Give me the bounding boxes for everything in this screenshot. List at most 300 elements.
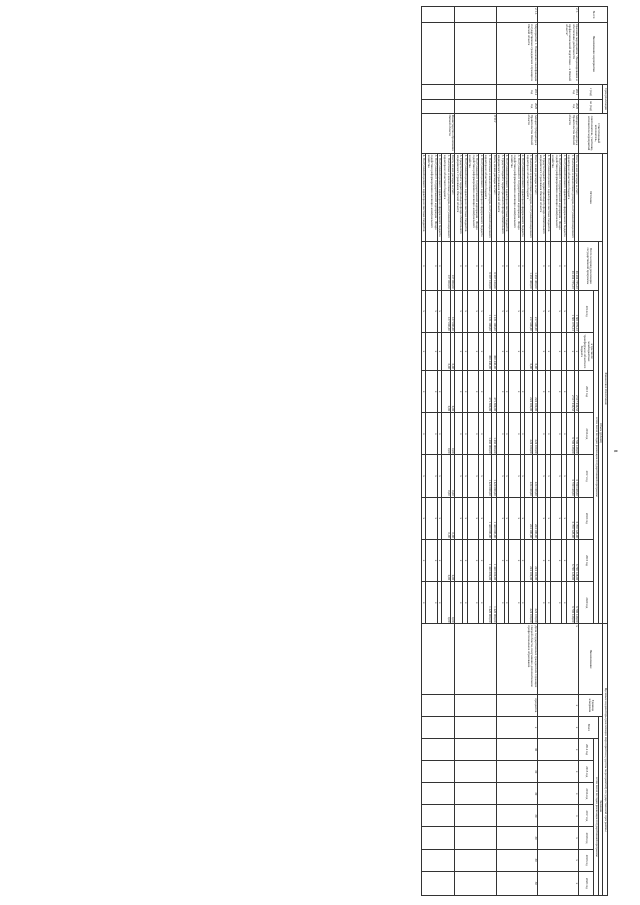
value-y2019: 1 420 000,00 (491, 539, 496, 581)
value-y2020: x (520, 582, 525, 624)
value-y2019: 6 700 128,00 (574, 539, 579, 581)
row-number (421, 7, 454, 23)
value-y2016: x (546, 413, 551, 455)
value-y2019: x (550, 539, 562, 581)
value-y2018: x (426, 497, 438, 539)
value-y2020: 6 700 128,00 (566, 582, 574, 624)
header-ind-2016: 2016 год (579, 783, 594, 805)
value-total: x (520, 242, 525, 290)
value-y2016: x (562, 413, 567, 455)
measure-name: Оказание мероприятия "Лицензирование и обеспечение деятельности профессиональной подготовки ... в Омской области" (538, 23, 579, 85)
indicator-total: x (538, 716, 579, 738)
value-y2015: x (504, 370, 509, 412)
value-y2020: x (496, 582, 504, 624)
value-y2017: x (467, 455, 479, 497)
executor: Аппарат Губернатора и Правительства Омской области (538, 113, 579, 153)
header-total-period: Всего за период реализации государственной программы (579, 242, 598, 290)
value-y2020: x (509, 582, 521, 624)
value-obl: x (463, 332, 468, 370)
value-total: x (437, 242, 442, 290)
value-y2016: 224 100,00 (525, 413, 533, 455)
value-y2015: x (479, 370, 484, 412)
value-y2018: x (550, 497, 562, 539)
value-y2015: x (550, 370, 562, 412)
executor: Аппарат Губернатора и Правительства Омской области (496, 113, 537, 153)
value-y2019: 0,00 (442, 539, 450, 581)
header-source: Источник (579, 153, 603, 241)
value-y2018: 6 700 128,00 (574, 497, 579, 539)
indicator-year-value (421, 871, 454, 895)
indicator-year-value: 30 (496, 805, 537, 827)
source-label: 1. Налоговых и неналоговых доходов, поступлений нецелевого характера из областного бюджета (442, 153, 450, 241)
value-y2016: 1 465 000,00 (491, 413, 496, 455)
value-y2018: x (520, 497, 525, 539)
value-y2018: x (455, 497, 463, 539)
value-y2020: x (538, 582, 546, 624)
value-y2014: x (455, 290, 463, 332)
value-y2020: 0,00 (450, 582, 455, 624)
value-y2019: x (467, 539, 479, 581)
indicator-year-value (421, 739, 454, 761)
source-label: 3. Поступлений от государственной корпорации - Фонда содействия реформированию жилищно-коммунального хозяйства (467, 153, 479, 241)
value-total: 1 261 400,00 (533, 242, 538, 290)
value-total: 9 587 100,00 (483, 242, 491, 290)
value-y2015: x (509, 370, 521, 412)
source-label: 1. Налоговых и неналоговых доходов, поступлений нецелевого характера из областного бюджета (483, 153, 491, 241)
value-y2017: 224 100,00 (525, 455, 533, 497)
value-y2014: x (496, 290, 504, 332)
value-obl: x (437, 332, 442, 370)
value-y2014: x (479, 290, 484, 332)
value-obl: x (426, 332, 438, 370)
source-label: 4. Поступлений целевого характера из местных бюджетов (546, 153, 551, 241)
value-y2015: x (463, 370, 468, 412)
value-obl: x (538, 332, 546, 370)
value-y2017: x (426, 455, 438, 497)
source-label: 2. Поступлений целевого характера из федерального бюджета (437, 153, 442, 241)
value-y2020: x (467, 582, 479, 624)
source-label: 4. Поступлений целевого характера из местных бюджетов (463, 153, 468, 241)
table-row (533, 7, 538, 896)
source-label: 1. Налоговых и неналоговых доходов, поступлений нецелевого характера из областного бюджета (525, 153, 533, 241)
indicator-year-value: x (538, 783, 579, 805)
value-y2019: x (538, 539, 546, 581)
value-y2018: 1 420 000,00 (491, 497, 496, 539)
value-y2017: x (496, 455, 504, 497)
source-label: Всего, из них расходы за счет: (450, 153, 455, 241)
indicator-unit: x (538, 694, 579, 716)
value-total: 137 000,00 (450, 242, 455, 290)
header-2016: 2016 год (579, 413, 594, 455)
value-y2018: 224 100,00 (533, 497, 538, 539)
table-header (579, 7, 608, 896)
value-y2018: 224 100,00 (525, 497, 533, 539)
header-finance: Финансовое обеспечение (603, 153, 608, 624)
value-y2017: x (538, 455, 546, 497)
value-y2015: 2 517 919,53 (566, 370, 574, 412)
header-unit: Единица измерения (579, 694, 603, 716)
header-ind-2015: 2015 год (579, 761, 594, 783)
value-y2020: x (463, 582, 468, 624)
value-y2015: x (562, 370, 567, 412)
source-label: 3. Поступлений от государственной корпорации - Фонда содействия реформированию жилищно-коммунального хозяйства (426, 153, 438, 241)
value-y2018: x (562, 497, 567, 539)
value-y2020: x (546, 582, 551, 624)
value-y2014: x (562, 290, 567, 332)
value-y2017: x (463, 455, 468, 497)
value-y2019: x (455, 539, 463, 581)
value-total: x (463, 242, 468, 290)
value-y2014: x (504, 290, 509, 332)
value-y2020: 6 700 128,00 (574, 582, 579, 624)
value-y2014: x (421, 290, 426, 332)
header-from: с (год) (579, 85, 603, 99)
value-y2017: x (479, 455, 484, 497)
term-to (421, 99, 454, 113)
value-total: x (550, 242, 562, 290)
indicator-year-value (455, 871, 496, 895)
value-y2019: x (504, 539, 509, 581)
value-y2020: 1 420 000,00 (483, 582, 491, 624)
rotated-table-sheet (28, 6, 618, 896)
value-y2017: 1 420 000,00 (483, 455, 491, 497)
value-y2019: x (562, 539, 567, 581)
value-y2017: x (455, 455, 463, 497)
value-y2015: 471 300,00 (483, 370, 491, 412)
header-value: Значения (598, 716, 602, 895)
value-y2017: x (562, 455, 567, 497)
header-term: Срок реализации (603, 85, 608, 113)
value-y2018: x (504, 497, 509, 539)
value-total: 137 000,00 (442, 242, 450, 290)
indicator-year-value (455, 739, 496, 761)
value-total: 46 294 735,23 (574, 242, 579, 290)
value-total: 9 587 100,00 (491, 242, 496, 290)
value-obl: x (455, 332, 463, 370)
value-y2018: x (437, 497, 442, 539)
value-obl: x (546, 332, 551, 370)
value-y2014: x (546, 290, 551, 332)
header-to: по (год) (579, 99, 603, 113)
value-y2015: x (421, 370, 426, 412)
indicator-year-value (421, 827, 454, 849)
value-y2014: 1 131 100,00 (491, 290, 496, 332)
header-2018: 2018 год (579, 497, 594, 539)
indicator-total (455, 716, 496, 738)
value-total: x (562, 242, 567, 290)
value-y2019: 224 100,00 (525, 539, 533, 581)
indicator-unit (421, 694, 454, 716)
source-label: 5. Средств бюджета территориального фонда обязательного медицинского страхования Омской области (455, 153, 463, 241)
value-y2017: x (504, 455, 509, 497)
value-y2016: 224 100,00 (533, 413, 538, 455)
source-label: Всего, из них расходы за счет: (491, 153, 496, 241)
value-y2016: x (437, 413, 442, 455)
source-label: 5. Средств бюджета территориального фонда обязательного медицинского страхования Омской области (538, 153, 546, 241)
value-y2014: 1 601 076,13 (574, 290, 579, 332)
value-y2020: 0,00 (442, 582, 450, 624)
value-y2019: x (546, 539, 551, 581)
value-y2017: x (509, 455, 521, 497)
program-table (421, 6, 608, 896)
source-label: 1. Налоговых и неналоговых доходов, поступлений нецелевого характера из областного бюджета (566, 153, 574, 241)
value-y2016: 6 700 128,00 (566, 413, 574, 455)
header-ind-2018: 2018 год (579, 827, 594, 849)
header-indicators: Целевые индикаторы реализации мероприятия (группы мероприятий) государственной программы (603, 624, 608, 896)
table-body (421, 7, 579, 896)
indicator-year-value: 30 (496, 761, 537, 783)
value-y2017: x (550, 455, 562, 497)
value-y2014: 137 000,00 (442, 290, 450, 332)
indicator-year-value: x (538, 849, 579, 871)
value-y2018: x (463, 497, 468, 539)
value-total: x (504, 242, 509, 290)
indicator-year-value: 30 (496, 871, 537, 895)
value-y2014: x (437, 290, 442, 332)
value-y2014: 1 131 100,00 (483, 290, 491, 332)
source-label: 4. Поступлений целевого характера из местных бюджетов (421, 153, 426, 241)
indicator-year-value: 30 (496, 739, 537, 761)
source-label: 2. Поступлений целевого характера из федерального бюджета (520, 153, 525, 241)
value-obl: x (504, 332, 509, 370)
value-y2019: 224 100,00 (533, 539, 538, 581)
value-total: 46 294 735,23 (566, 242, 574, 290)
indicator-name (421, 624, 454, 694)
value-y2017: x (437, 455, 442, 497)
value-obl: 0,00 (533, 332, 538, 370)
indicator-year-value (421, 783, 454, 805)
value-obl: x (479, 332, 484, 370)
value-y2015: x (437, 370, 442, 412)
indicator-year-value (455, 849, 496, 871)
indicator-unit: процентов (496, 694, 537, 716)
row-number (455, 7, 496, 23)
indicator-year-value (455, 783, 496, 805)
value-obl: x (496, 332, 504, 370)
value-obl: 300 440,00 (483, 332, 491, 370)
value-y2014: x (520, 290, 525, 332)
indicator-year-value (455, 805, 496, 827)
indicator-name: x (538, 624, 579, 694)
value-obl: 0,00 (525, 332, 533, 370)
indicator-year-value (455, 761, 496, 783)
value-y2020: x (562, 582, 567, 624)
value-y2020: x (426, 582, 438, 624)
value-y2015: 2 517 919,53 (574, 370, 579, 412)
value-obl: 300 440,00 (491, 332, 496, 370)
value-y2016: 6 700 128,00 (574, 413, 579, 455)
value-y2018: x (496, 497, 504, 539)
header-ind-total: Всего (579, 716, 598, 738)
value-y2016: x (538, 413, 546, 455)
value-obl: x (467, 332, 479, 370)
value-y2019: 0,00 (450, 539, 455, 581)
value-y2018: x (479, 497, 484, 539)
indicator-total (421, 716, 454, 738)
value-y2018: x (421, 497, 426, 539)
value-y2019: x (479, 539, 484, 581)
term-to (455, 99, 496, 113)
value-y2014: x (467, 290, 479, 332)
source-label: 3. Поступлений от государственной корпорации - Фонда содействия реформированию жилищно-коммунального хозяйства (550, 153, 562, 241)
value-y2019: x (463, 539, 468, 581)
indicator-year-value: 30 (496, 783, 537, 805)
value-y2017: 6 730 128,00 (574, 455, 579, 497)
value-total: x (426, 242, 438, 290)
value-y2020: x (437, 582, 442, 624)
indicator-year-value: x (538, 761, 579, 783)
measure-name (455, 23, 496, 85)
value-y2017: 6 730 128,00 (566, 455, 574, 497)
header-by-years: в том числе по годам реализации государственной программы (594, 290, 598, 624)
indicator-year-value (455, 827, 496, 849)
indicator-name: Доля государственных гражданских служащих Омской области, получивших дополнительное профессиональное образование (496, 624, 537, 694)
value-y2016: 1 465 000,00 (483, 413, 491, 455)
value-obl: x (509, 332, 521, 370)
indicator-year-value (421, 805, 454, 827)
header-ind-2020: 2020 год (579, 871, 594, 895)
term-from (421, 85, 454, 99)
value-y2016: 0,00 (450, 413, 455, 455)
value-y2014: x (550, 290, 562, 332)
value-y2015: x (538, 370, 546, 412)
value-y2018: 0,00 (442, 497, 450, 539)
source-label: 3. Поступлений от государственной корпорации - Фонда содействия реформированию жилищно-коммунального хозяйства (509, 153, 521, 241)
value-y2018: x (546, 497, 551, 539)
page-number: 8 (612, 449, 617, 453)
indicator-year-value: x (538, 805, 579, 827)
value-y2020: 1 420 000,00 (491, 582, 496, 624)
value-y2019: x (509, 539, 521, 581)
header-ind-2019: 2019 год (579, 849, 594, 871)
term-from: 2014 год (496, 85, 537, 99)
indicator-total: x (496, 716, 537, 738)
term-from (455, 85, 496, 99)
value-y2015: x (496, 370, 504, 412)
value-y2020: x (479, 582, 484, 624)
value-y2019: 6 700 128,00 (566, 539, 574, 581)
value-y2020: x (455, 582, 463, 624)
value-y2019: x (496, 539, 504, 581)
source-label: Всего, из них расходы за счет: (574, 153, 579, 241)
value-y2016: x (496, 413, 504, 455)
value-y2018: 1 420 000,00 (483, 497, 491, 539)
value-y2017: 1 420 000,00 (491, 455, 496, 497)
header-executor: Ответственный исполнитель, соисполнители, участники, исполнители мероприятий (579, 113, 608, 153)
header-ind-2017: 2017 год (579, 805, 594, 827)
value-y2015: x (467, 370, 479, 412)
term-to: 2020 год (538, 99, 579, 113)
indicator-year-value: x (538, 739, 579, 761)
value-y2015: x (455, 370, 463, 412)
header-2019: 2019 год (579, 539, 594, 581)
value-obl: x (574, 332, 579, 370)
table-row (574, 7, 579, 896)
executor: ГГПУ (455, 113, 496, 153)
value-y2014: x (463, 290, 468, 332)
indicator-year-value (421, 849, 454, 871)
value-y2019: x (520, 539, 525, 581)
value-y2020: x (550, 582, 562, 624)
value-y2017: x (546, 455, 551, 497)
header-2014: 2014 год (579, 290, 594, 332)
indicator-year-value: 30 (496, 827, 537, 849)
value-y2014: 137 000,00 (450, 290, 455, 332)
value-y2015: x (426, 370, 438, 412)
indicator-year-value: x (538, 871, 579, 895)
value-y2016: x (426, 413, 438, 455)
value-y2020: x (421, 582, 426, 624)
value-total: x (467, 242, 479, 290)
value-y2020: 224 100,00 (525, 582, 533, 624)
value-y2016: x (463, 413, 468, 455)
value-y2015: 0,00 (442, 370, 450, 412)
value-total: x (496, 242, 504, 290)
value-total: x (538, 242, 546, 290)
value-obl: x (550, 332, 562, 370)
row-number: 2.1.1. (496, 7, 537, 23)
row-number: 2.1. (538, 7, 579, 23)
value-obl: x (562, 332, 567, 370)
indicator-year-value: 30 (496, 849, 537, 871)
value-y2020: 224 100,00 (533, 582, 538, 624)
value-y2018: 6 700 128,00 (566, 497, 574, 539)
value-total: x (455, 242, 463, 290)
value-y2016: 0,00 (442, 413, 450, 455)
value-y2016: x (520, 413, 525, 455)
value-y2016: x (504, 413, 509, 455)
executor: Министерство образования Омской области (421, 113, 454, 153)
value-y2016: x (479, 413, 484, 455)
value-y2019: x (426, 539, 438, 581)
header-ind-by-years: в том числе по годам реализации государственной программы (594, 739, 598, 896)
value-y2017: x (421, 455, 426, 497)
source-label: 2. Поступлений целевого характера из федерального бюджета (562, 153, 567, 241)
measure-name: Мероприятие 1. Повышение квалификации государственных гражданских служащих в Омской области (496, 23, 537, 85)
value-obl: 0,00 (442, 332, 450, 370)
source-label: 4. Поступлений целевого характера из местных бюджетов (504, 153, 509, 241)
source-label: Всего, из них расходы за счет: (533, 153, 538, 241)
indicator-unit (455, 694, 496, 716)
value-y2018: x (467, 497, 479, 539)
value-y2015: x (520, 370, 525, 412)
value-total: x (546, 242, 551, 290)
value-y2014: x (509, 290, 521, 332)
value-y2018: x (538, 497, 546, 539)
header-incl-obl: в том числе: межбюджетные трансферты из областного бюджета (579, 332, 594, 370)
value-y2014: 217 600,00 (525, 290, 533, 332)
indicator-year-value: x (538, 827, 579, 849)
value-y2019: x (421, 539, 426, 581)
header-ind-2014: 2014 год (579, 739, 594, 761)
value-total: 1 261 400,00 (525, 242, 533, 290)
value-total: x (509, 242, 521, 290)
value-y2015: 224 100,00 (533, 370, 538, 412)
value-y2018: x (509, 497, 521, 539)
value-y2019: 1 420 000,00 (483, 539, 491, 581)
table-row (491, 7, 496, 896)
value-total: x (479, 242, 484, 290)
value-y2016: x (455, 413, 463, 455)
value-y2014: 1 601 076,13 (566, 290, 574, 332)
value-y2015: x (546, 370, 551, 412)
header-2017: 2017 год (579, 455, 594, 497)
value-obl: x (520, 332, 525, 370)
value-y2018: 0,00 (450, 497, 455, 539)
header-name: Наименование мероприятия (579, 23, 608, 85)
value-y2015: 224 100,00 (525, 370, 533, 412)
value-y2020: x (504, 582, 509, 624)
